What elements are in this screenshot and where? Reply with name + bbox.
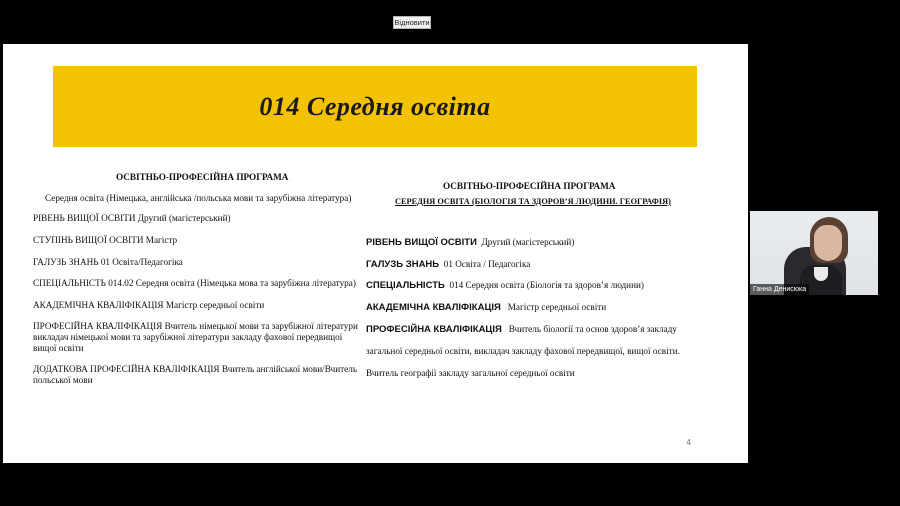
left-program-column (33, 44, 364, 463)
left-heading: ОСВІТНЬО-ПРОФЕСІЙНА ПРОГРАМА (116, 172, 289, 182)
right-heading: ОСВІТНЬО-ПРОФЕСІЙНА ПРОГРАМА (443, 181, 616, 191)
left-prof-qualification-line1: ПРОФЕСІЙНА КВАЛІФІКАЦІЯ Вчитель німецької мови та зарубіжної літератури (33, 321, 358, 331)
right-specialty-label: СПЕЦІАЛЬНІСТЬ (366, 280, 445, 291)
right-prof-value-line1: Вчитель біології та основ здоров’я закладу (508, 324, 677, 334)
left-program-name: Середня освіта (Німецька, англійська /польська мови та зарубіжна література) (45, 193, 352, 203)
left-degree: СТУПІНЬ ВИЩОЇ ОСВІТИ Магістр (33, 235, 178, 245)
left-prof-qualification-line3: вищої освіти (33, 343, 84, 353)
slide-page-number: 4 (686, 437, 691, 447)
restore-button[interactable]: Відновити (394, 18, 430, 27)
right-field-label: ГАЛУЗЬ ЗНАНЬ (366, 259, 440, 270)
right-prof-qualification (366, 324, 677, 335)
left-additional-qualification-line2: польської мови (33, 375, 93, 385)
left-specialty: СПЕЦІАЛЬНІСТЬ 014.02 Середня освіта (Німецька мова та зарубіжна література) (33, 278, 356, 288)
right-field (366, 259, 530, 270)
right-program-name: СЕРЕДНЯ ОСВІТА (БІОЛОГІЯ ТА ЗДОРОВ’Я ЛЮДИНИ. ГЕОГРАФІЯ) (395, 197, 671, 206)
right-specialty (366, 280, 644, 291)
left-additional-qualification-line1: ДОДАТКОВА ПРОФЕСІЙНА КВАЛІФІКАЦІЯ Вчитель англійської мови/Вчитель (33, 364, 358, 374)
collar-shape (814, 267, 828, 281)
right-specialty-value: 014 Середня освіта (Біологія та здоров’я людини) (449, 280, 644, 290)
right-prof-label: ПРОФЕСІЙНА КВАЛІФІКАЦІЯ (366, 324, 502, 335)
right-field-value: 01 Освіта / Педагогіка (443, 259, 531, 269)
right-level-value: Другий (магістерський) (481, 237, 575, 247)
slide-title: 014 Середня освіта (259, 91, 491, 121)
participant-video-tile[interactable] (750, 211, 878, 295)
right-academic-value: Магістр середньої освіти (507, 302, 607, 312)
right-prof-value-line3: Вчитель географії закладу загальної середньої освіти (366, 368, 575, 378)
presentation-slide (3, 44, 748, 463)
left-prof-qualification-line2: викладач німецької мови та зарубіжної літератури закладу фахової передвищої (33, 332, 343, 342)
left-level: РІВЕНЬ ВИЩОЇ ОСВІТИ Другий (магістерський) (33, 213, 231, 223)
right-prof-value-line2: загальної середньої освіти, викладач закладу фахової передвищої, вищої освіти. (366, 346, 680, 356)
right-academic-label: АКАДЕМІЧНА КВАЛІФІКАЦІЯ (366, 302, 501, 313)
right-level (366, 237, 574, 248)
participant-name: Ганна Денисюка (750, 284, 809, 295)
right-level-label: РІВЕНЬ ВИЩОЇ ОСВІТИ (366, 237, 477, 248)
left-academic-qualification: АКАДЕМІЧНА КВАЛІФІКАЦІЯ Магістр середньої освіти (33, 300, 265, 310)
right-academic-qualification (366, 302, 606, 313)
face-shape (814, 225, 842, 261)
left-field: ГАЛУЗЬ ЗНАНЬ 01 Освіта/Педагогіка (33, 257, 183, 267)
